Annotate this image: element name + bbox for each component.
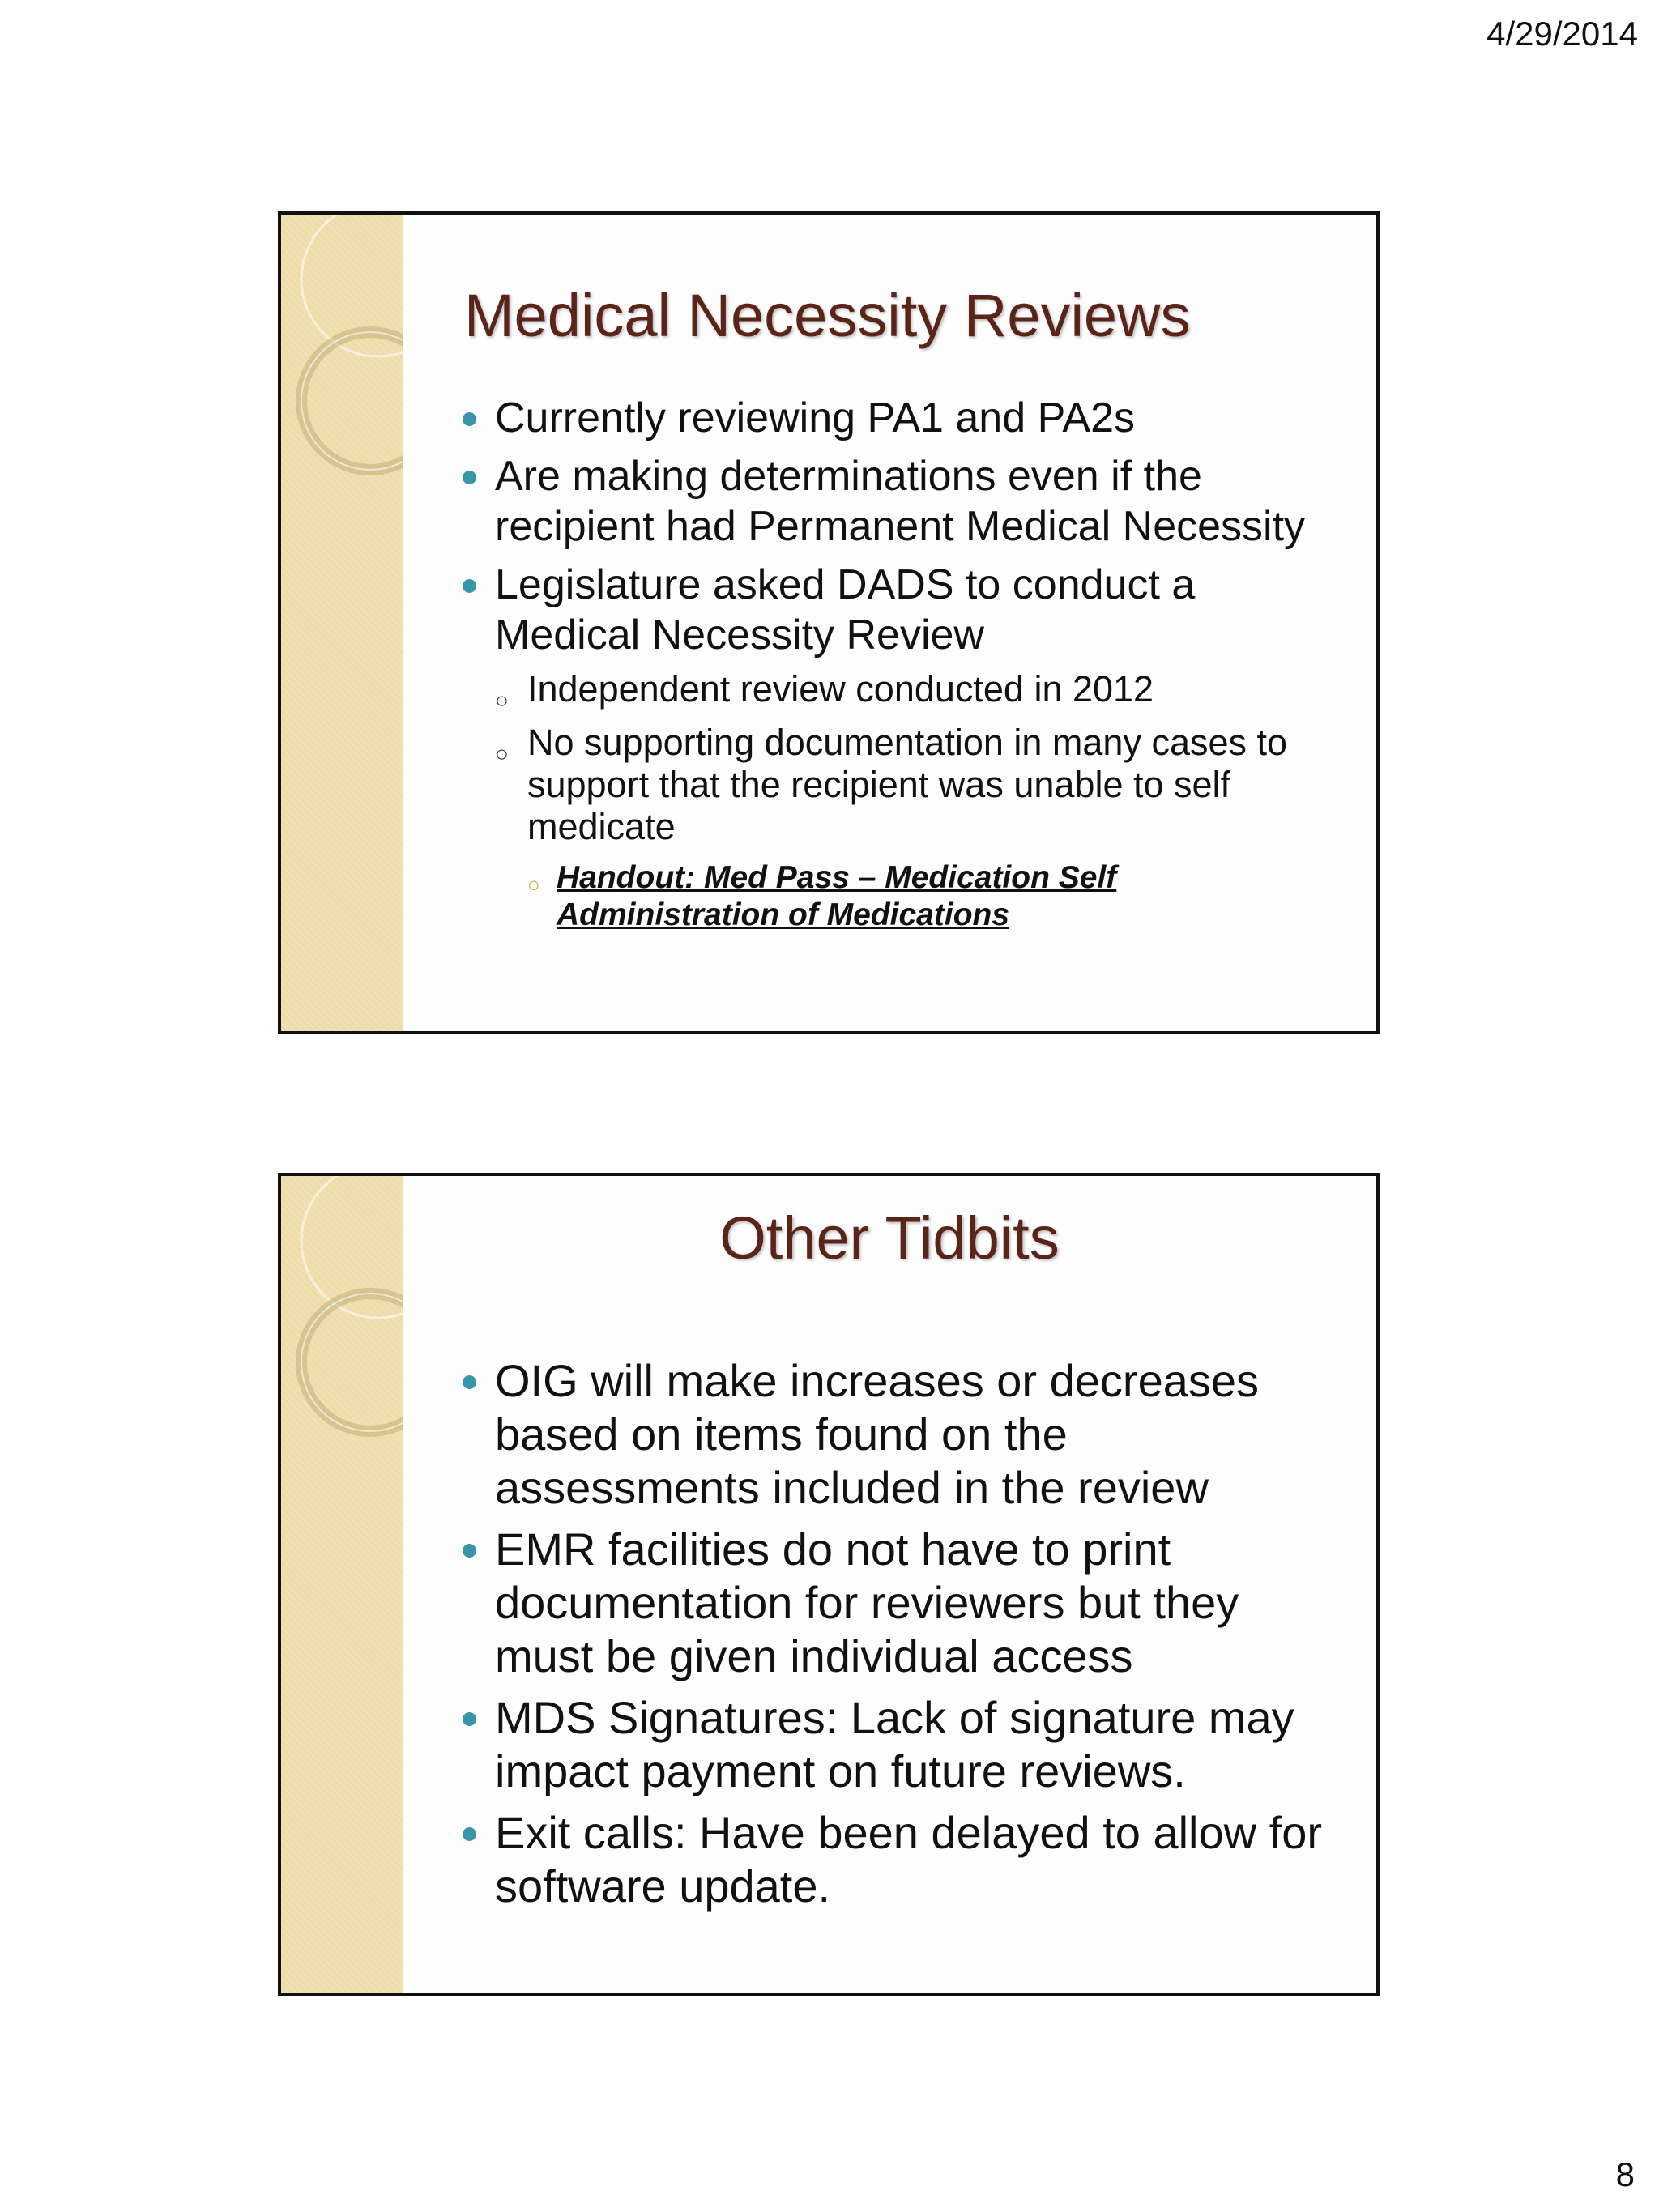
bullet-dot-icon [463, 1375, 476, 1389]
list-item: OIG will make increases or decreases based on items found on the assessments included in the review [459, 1354, 1344, 1515]
page-date: 4/29/2014 [1486, 15, 1638, 53]
decorative-rings-icon [281, 215, 403, 1034]
list-item: Legislature asked DADS to conduct a Medical Necessity Review [459, 560, 1344, 660]
decorative-rings-icon [281, 1176, 403, 1996]
hollow-bullet-icon: ○ [527, 872, 540, 897]
bullet-dot-icon [463, 1827, 476, 1841]
list-item: Exit calls: Have been delayed to allow for software update. [459, 1806, 1344, 1913]
slide-other-tidbits [278, 1173, 1380, 1996]
bullet-list [459, 1354, 1344, 1921]
sub-list-item: ○ No supporting documentation in many cases to support that the recipient was unable to self medicate [495, 722, 1288, 847]
bullet-dot-icon [463, 579, 476, 593]
sub-list-item: ○ Independent review conducted in 2012 [459, 668, 1344, 710]
list-item: Currently reviewing PA1 and PA2s [459, 393, 1344, 443]
list-item: MDS Signatures: Lack of signature may impact payment on future reviews. [459, 1691, 1344, 1798]
slide-title: Other Tidbits [719, 1204, 1060, 1272]
bullet-dot-icon [463, 1544, 476, 1558]
decorative-sidebar [281, 1176, 403, 1993]
decorative-sidebar [281, 215, 403, 1031]
bullet-dot-icon [463, 412, 476, 426]
slide-medical-necessity-reviews [278, 211, 1380, 1034]
hollow-bullet-icon: ○ [495, 741, 509, 766]
hollow-bullet-icon: ○ [495, 688, 509, 713]
bullet-list [459, 393, 1344, 934]
bullet-dot-icon [463, 471, 476, 484]
slide-title: Medical Necessity Reviews [464, 282, 1191, 349]
list-item: EMR facilities do not have to print documentation for reviewers but they must be given individual access [459, 1523, 1344, 1683]
bullet-dot-icon [463, 1712, 476, 1726]
handout-reference: ○ Handout: Med Pass – Medication Self Administration of Medications [527, 860, 1117, 932]
list-item: Are making determinations even if the recipient had Permanent Medical Necessity [459, 451, 1344, 552]
page-number: 8 [1615, 2155, 1635, 2193]
